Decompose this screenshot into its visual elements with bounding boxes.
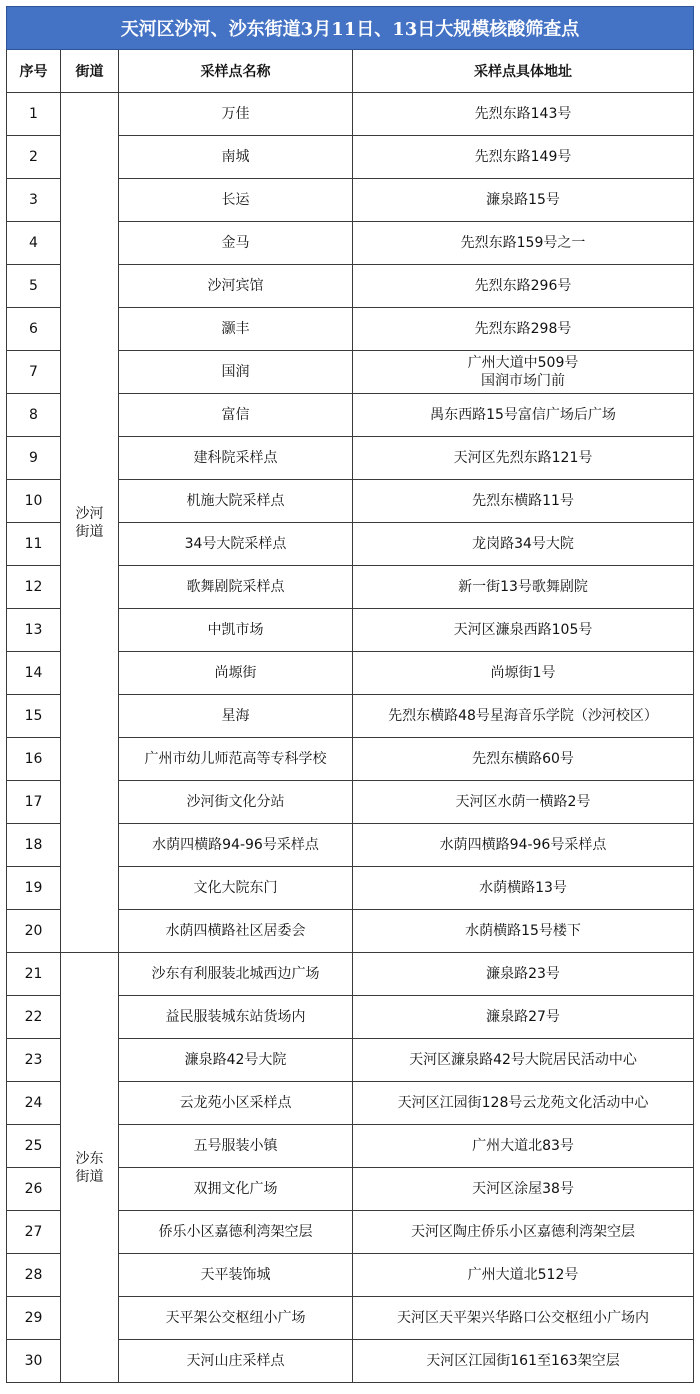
screening-table [6,6,694,1383]
cell-address [353,93,694,136]
cell-site: 灏丰 [119,308,353,351]
cell-no: 15 [7,695,61,738]
address-line: 天河区濂泉西路105号 [453,622,593,638]
cell-address [353,222,694,265]
address-line: 濂泉路23号 [486,966,560,982]
cell-site: 中凯市场 [119,609,353,652]
cell-site: 万佳 [119,93,353,136]
address-line-2: 国润市场门前 [481,373,565,389]
cell-address [353,480,694,523]
cell-address [353,1340,694,1383]
cell-no: 25 [7,1125,61,1168]
cell-no: 29 [7,1297,61,1340]
cell-address [353,136,694,179]
cell-address [353,1211,694,1254]
cell-site: 益民服装城东站货场内 [119,996,353,1039]
table-body [7,93,694,1383]
address-line: 新一街13号歌舞剧院 [458,579,588,595]
cell-no: 6 [7,308,61,351]
cell-site: 长运 [119,179,353,222]
cell-address [353,265,694,308]
cell-address [353,351,694,394]
cell-address [353,609,694,652]
street-name-line1: 沙东 [75,1150,104,1167]
cell-no: 19 [7,867,61,910]
cell-no: 4 [7,222,61,265]
cell-street [61,93,119,953]
address-line: 天河区先烈东路121号 [453,450,593,466]
cell-site: 濂泉路42号大院 [119,1039,353,1082]
cell-site: 34号大院采样点 [119,523,353,566]
cell-address [353,996,694,1039]
address-line: 尚塬街1号 [490,665,556,681]
address-line: 先烈东路149号 [474,149,572,165]
table-title: 天河区沙河、沙东街道3月11日、13日大规模核酸筛查点 [7,7,694,50]
cell-site: 云龙苑小区采样点 [119,1082,353,1125]
cell-site: 广州市幼儿师范高等专科学校 [119,738,353,781]
cell-address [353,781,694,824]
cell-no: 1 [7,93,61,136]
address-line: 濂泉路27号 [486,1009,560,1025]
cell-no: 17 [7,781,61,824]
header-no: 序号 [7,50,61,93]
cell-site: 沙东有利服装北城西边广场 [119,953,353,996]
address-line: 先烈东横路11号 [472,493,574,509]
address-line: 天河区陶庄侨乐小区嘉德利湾架空层 [411,1224,635,1240]
cell-no: 12 [7,566,61,609]
address-line: 天河区水荫一横路2号 [455,794,591,810]
cell-site: 尚塬街 [119,652,353,695]
cell-site: 富信 [119,394,353,437]
cell-street [61,953,119,1383]
cell-address [353,523,694,566]
cell-site: 国润 [119,351,353,394]
address-line: 龙岗路34号大院 [472,536,574,552]
cell-site: 金马 [119,222,353,265]
address-line: 水荫四横路94-96号采样点 [439,837,607,853]
cell-address [353,910,694,953]
header-street: 街道 [61,50,119,93]
address-line: 先烈东路298号 [474,321,572,337]
cell-address [353,867,694,910]
address-line: 广州大道中509号 [467,355,579,371]
cell-address [353,179,694,222]
cell-site: 沙河街文化分站 [119,781,353,824]
address-line: 先烈东横路48号星海音乐学院（沙河校区） [388,708,658,724]
street-name-line2: 街道 [75,1168,104,1185]
address-line: 天河区涂屋38号 [472,1181,574,1197]
address-line: 水荫横路13号 [479,880,567,896]
cell-site: 水荫四横路社区居委会 [119,910,353,953]
cell-site: 建科院采样点 [119,437,353,480]
header-row [7,50,694,93]
cell-no: 20 [7,910,61,953]
cell-site: 沙河宾馆 [119,265,353,308]
address-line: 天河区濂泉路42号大院居民活动中心 [409,1052,637,1068]
address-line: 先烈东横路60号 [472,751,574,767]
cell-no: 18 [7,824,61,867]
cell-no: 21 [7,953,61,996]
cell-address [353,824,694,867]
cell-site: 歌舞剧院采样点 [119,566,353,609]
header-site: 采样点名称 [119,50,353,93]
cell-site: 天平架公交枢纽小广场 [119,1297,353,1340]
table-row [7,953,694,996]
cell-no: 22 [7,996,61,1039]
cell-no: 10 [7,480,61,523]
cell-address [353,738,694,781]
cell-address [353,1254,694,1297]
cell-address [353,1297,694,1340]
cell-site: 双拥文化广场 [119,1168,353,1211]
address-line: 水荫横路15号楼下 [465,923,581,939]
address-line: 禺东西路15号富信广场后广场 [430,407,616,423]
cell-site: 天河山庄采样点 [119,1340,353,1383]
cell-address [353,652,694,695]
cell-no: 7 [7,351,61,394]
street-name-line2: 街道 [75,523,104,540]
cell-no: 8 [7,394,61,437]
cell-site: 侨乐小区嘉德利湾架空层 [119,1211,353,1254]
address-line: 天河区江园街128号云龙苑文化活动中心 [397,1095,649,1111]
table-row [7,93,694,136]
cell-no: 26 [7,1168,61,1211]
cell-no: 9 [7,437,61,480]
cell-no: 14 [7,652,61,695]
cell-address [353,566,694,609]
cell-site: 南城 [119,136,353,179]
cell-address [353,1039,694,1082]
cell-address [353,437,694,480]
cell-site: 文化大院东门 [119,867,353,910]
header-address: 采样点具体地址 [353,50,694,93]
cell-site: 机施大院采样点 [119,480,353,523]
cell-site: 水荫四横路94-96号采样点 [119,824,353,867]
cell-no: 16 [7,738,61,781]
cell-address [353,1125,694,1168]
cell-no: 2 [7,136,61,179]
cell-no: 24 [7,1082,61,1125]
cell-site: 五号服装小镇 [119,1125,353,1168]
cell-address [353,695,694,738]
cell-address [353,953,694,996]
cell-no: 27 [7,1211,61,1254]
street-name-line1: 沙河 [75,505,104,522]
address-line: 濂泉路15号 [486,192,560,208]
cell-address [353,308,694,351]
address-line: 先烈东路159号之一 [460,235,586,251]
address-line: 广州大道北512号 [467,1267,579,1283]
address-line: 广州大道北83号 [472,1138,574,1154]
cell-no: 3 [7,179,61,222]
cell-site: 天平装饰城 [119,1254,353,1297]
address-line: 天河区天平架兴华路口公交枢纽小广场内 [397,1310,649,1326]
address-line: 先烈东路296号 [474,278,572,294]
cell-no: 23 [7,1039,61,1082]
cell-address [353,1082,694,1125]
cell-no: 28 [7,1254,61,1297]
address-line: 天河区江园街161至163架空层 [426,1353,620,1369]
address-line: 先烈东路143号 [474,106,572,122]
cell-address [353,394,694,437]
cell-address [353,1168,694,1211]
cell-no: 11 [7,523,61,566]
cell-no: 5 [7,265,61,308]
cell-no: 13 [7,609,61,652]
cell-site: 星海 [119,695,353,738]
screening-table-sheet [6,6,694,1383]
cell-no: 30 [7,1340,61,1383]
